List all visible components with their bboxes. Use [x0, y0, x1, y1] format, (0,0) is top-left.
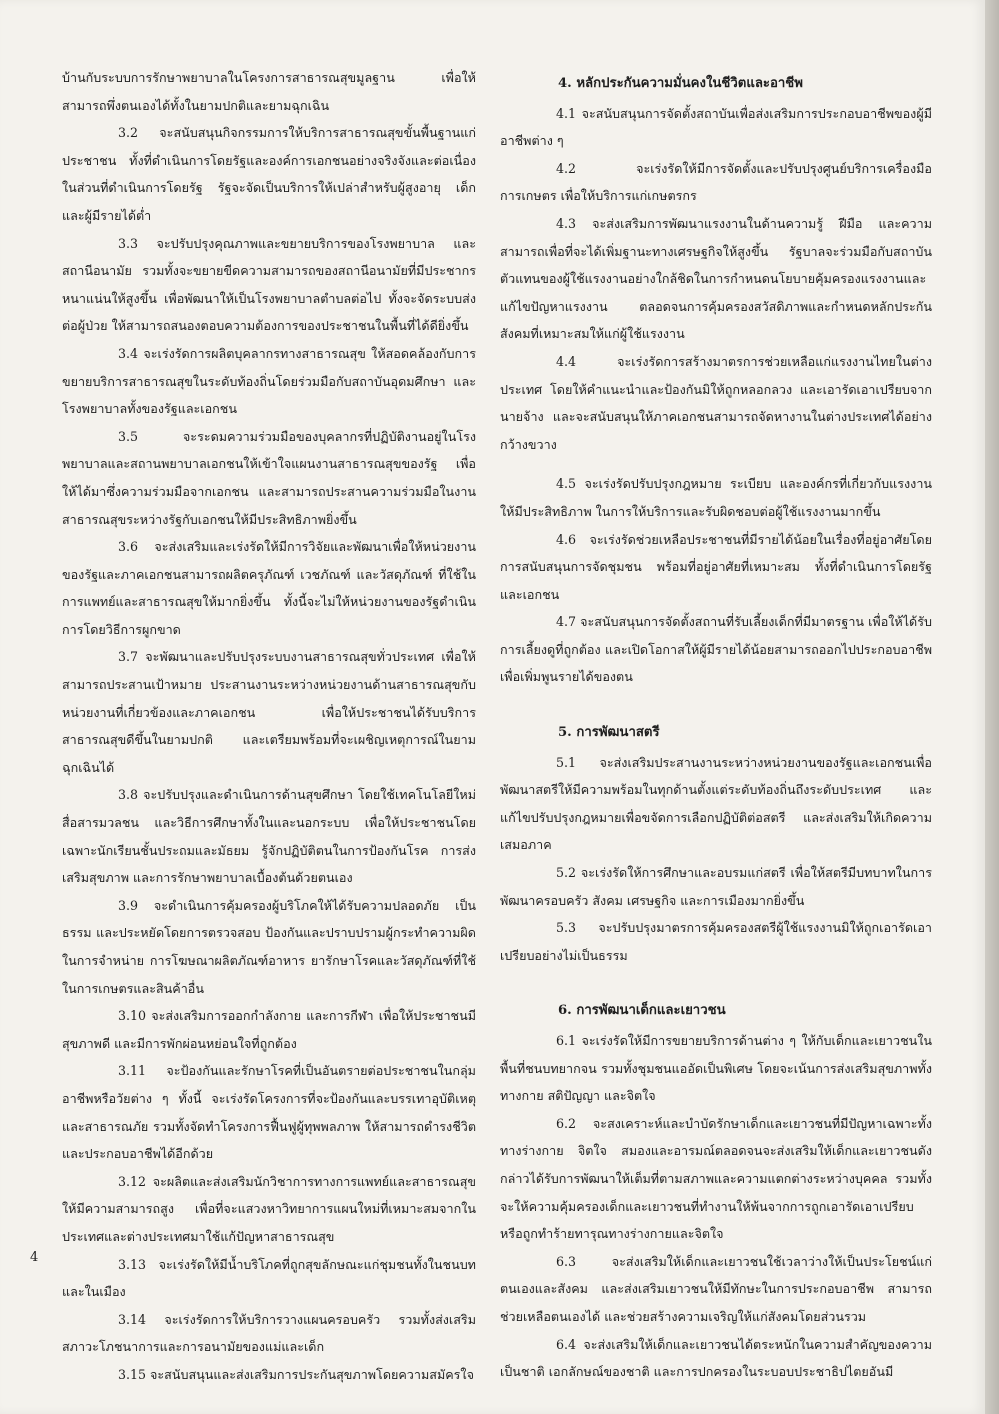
paragraph: 6.4 จะส่งเสริมให้เด็กและเยาวชนได้ตระหนักในความสำคัญของความเป็นชาติ เอกลักษณ์ของชาติ และการปกครองในระบอบประชาธิปไตยอันมี — [500, 1336, 932, 1380]
left-column — [62, 64, 476, 1389]
paragraph: 3.14 จะเร่งรัดการให้บริการวางแผนครอบครัว รวมทั้งส่งเสริมสภาวะโภชนาการและการอนามัยของแม่และเด็ก — [62, 1311, 476, 1355]
paragraph: 5.1 จะส่งเสริมประสานงานระหว่างหน่วยงานของรัฐและเอกชนเพื่อพัฒนาสตรีให้มีความพร้อมในทุกด้านตั้งแต่ระดับท้องถิ่นถึงระดับประเทศ และแก้ไขปรับปรุงกฎหมายเพื่อขจัดการเลือกปฏิบัติต่อสตรี และส่งเสริมให้เกิดความเสมอภาค — [500, 754, 932, 853]
spacer — [500, 458, 932, 470]
paragraph: 4.3 จะส่งเสริมการพัฒนาแรงงานในด้านความรู้ ฝีมือ และความสามารถเพื่อที่จะได้เพิ่มฐานะทางเศรษฐกิจให้สูงขึ้น รัฐบาลจะร่วมมือกับสถาบันตัวแทนของผู้ใช้แรงงานอย่างใกล้ชิดในการกำหนดนโยบายคุ้มครองแรงงานและแก้ไขปัญหาแรงงาน ตลอดจนการคุ้มครองสวัสดิภาพและกำหนดหลักประกันสังคมที่เหมาะสมให้แก่ผู้ใช้แรงงาน — [500, 215, 932, 342]
spacer — [500, 691, 932, 709]
right-column — [500, 64, 932, 1386]
paragraph: 3.7 จะพัฒนาและปรับปรุงระบบงานสาธารณสุขทั่วประเทศ เพื่อให้สามารถประสานเป้าหมาย ประสานงานระหว่างหน่วยงานด้านสาธารณสุขกับหน่วยงานที่เกี่ยวข้องและภาคเอกชน เพื่อให้ประชาชนได้รับบริการสาธารณสุขดีขึ้นในยามปกติ และเตรียมพร้อมที่จะเผชิญเหตุการณ์ในยามฉุกเฉินได้ — [62, 649, 476, 775]
paragraph: 3.10 จะส่งเสริมการออกกำลังกาย และการกีฬา เพื่อให้ประชาชนมีสุขภาพดี และมีการพักผ่อนหย่อนใจที่ถูกต้อง — [62, 1008, 476, 1051]
paragraph: บ้านกับระบบการรักษาพยาบาลในโครงการสาธารณสุขมูลฐาน เพื่อให้สามารถพึ่งตนเองได้ทั้งในยามปกติและยามฉุกเฉิน — [62, 70, 476, 113]
paragraph: 3.11 จะป้องกันและรักษาโรคที่เป็นอันตรายต่อประชาชนในกลุ่มอาชีพหรือวัยต่าง ๆ ทั้งนี้ จะเร่งรัดโครงการที่จะป้องกันและบรรเทาอุบัติเหตุและสาธารณภัย รวมทั้งจัดทำโครงการฟื้นฟูผู้ทุพพลภาพ ให้สามารถดำรงชีวิตและประกอบอาชีพได้อีกด้วย — [62, 1063, 476, 1162]
paragraph: 3.3 จะปรับปรุงคุณภาพและขยายบริการของโรงพยาบาล และสถานีอนามัย รวมทั้งจะขยายขีดความสามารถของสถานีอนามัยที่มีประชากรหนาแน่นให้สูงขึ้น เพื่อพัฒนาให้เป็นโรงพยาบาลตำบลต่อไป ทั้งจะจัดระบบส่งต่อผู้ป่วย ให้สามารถสนองตอบความต้องการของประชาชนในพื้นที่ได้ดียิ่งขึ้น — [62, 235, 476, 334]
spacer — [500, 969, 932, 987]
paragraph: 3.8 จะปรับปรุงและดำเนินการด้านสุขศึกษา โดยใช้เทคโนโลยีใหม่สื่อสารมวลชน และวิธีการศึกษาทั้งในและนอกระบบ เพื่อให้ประชาชนโดยเฉพาะนักเรียนชั้นประถมและมัธยม รู้จักปฏิบัติตนในการป้องกันโรค การส่งเสริมสุขภาพ และการรักษาพยาบาลเบื้องต้นด้วยตนเอง — [62, 787, 476, 886]
paragraph: 4.5 จะเร่งรัดปรับปรุงกฎหมาย ระเบียบ และองค์กรที่เกี่ยวกับแรงงานให้มีประสิทธิภาพ ในการให้บริการและรับผิดชอบต่อผู้ใช้แรงงานมากขึ้น — [500, 476, 932, 519]
paragraph: 4.4 จะเร่งรัดการสร้างมาตรการช่วยเหลือแก่แรงงานไทยในต่างประเทศ โดยให้คำแนะนำและป้องกันมิให้ถูกหลอกลวง และเอารัดเอาเปรียบจากนายจ้าง และจะสนับสนุนให้ภาคเอกชนสามารถจัดหางานในต่างประเทศได้อย่างกว้างขวาง — [500, 353, 932, 452]
paragraph: 3.4 จะเร่งรัดการผลิตบุคลากรทางสาธารณสุข ให้สอดคล้องกับการขยายบริการสาธารณสุขในระดับท้องถิ่นโดยร่วมมือกับสถาบันอุดมศึกษา และโรงพยาบาลทั้งของรัฐและเอกชน — [62, 345, 476, 417]
paragraph: 5.3 จะปรับปรุงมาตรการคุ้มครองสตรีผู้ใช้แรงงานมิให้ถูกเอารัดเอาเปรียบอย่างไม่เป็นธรรม — [500, 920, 932, 963]
paragraph: 6.2 จะสงเคราะห์และบำบัดรักษาเด็กและเยาวชนที่มีปัญหาเฉพาะทั้งทางร่างกาย จิตใจ สมองและอารมณ์ตลอดจนจะส่งเสริมให้เด็กและเยาวชนดังกล่าวได้รับการพัฒนาให้เต็มที่ตามสภาพและความแตกต่างระหว่างบุคคล รวมทั้งจะให้ความคุ้มครองเด็กและเยาวชนที่ทำงานให้พ้นจากการถูกเอารัดเอาเปรียบ หรือถูกทำร้ายทารุณทางร่างกายและจิตใจ — [500, 1115, 932, 1242]
page-edge-shadow — [985, 0, 999, 1414]
paragraph: 3.13 จะเร่งรัดให้มีน้ำบริโภคที่ถูกสุขลักษณะแก่ชุมชนทั้งในชนบทและในเมือง — [62, 1256, 476, 1300]
paragraph: 6.1 จะเร่งรัดให้มีการขยายบริการด้านต่าง ๆ ให้กับเด็กและเยาวชนในพื้นที่ชนบทยากจน รวมทั้งชุมชนแออัดเป็นพิเศษ โดยจะเน้นการส่งเสริมสุขภาพทั้งทางกาย สติปัญญา และจิตใจ — [500, 1033, 932, 1104]
paragraph: 4.6 จะเร่งรัดช่วยเหลือประชาชนที่มีรายได้น้อยในเรื่องที่อยู่อาศัยโดยการสนับสนุนการจัดชุมชน พร้อมที่อยู่อาศัยที่เหมาะสม ทั้งที่ดำเนินการโดยรัฐและเอกชน — [500, 531, 932, 602]
paragraph: 3.9 จะดำเนินการคุ้มครองผู้บริโภคให้ได้รับความปลอดภัย เป็นธรรม และประหยัดโดยการตรวจสอบ ป้องกันและปราบปรามผู้กระทำความผิดในการจำหน่าย การโฆษณาผลิตภัณฑ์อาหาร ยารักษาโรคและวัสดุภัณฑ์ที่ใช้ในการเกษตรและสินค้าอื่น — [62, 897, 476, 996]
paragraph: 3.2 จะสนับสนุนกิจกรรมการให้บริการสาธารณสุขขั้นพื้นฐานแก่ประชาชน ทั้งที่ดำเนินการโดยรัฐและองค์การเอกชนอย่างจริงจังและต่อเนื่องในส่วนที่ดำเนินการโดยรัฐ รัฐจะจัดเป็นบริการให้เปล่าสำหรับผู้สูงอายุ เด็ก และผู้มีรายได้ต่ำ — [62, 125, 476, 223]
paragraph: 3.12 จะผลิตและส่งเสริมนักวิชาการทางการแพทย์และสาธารณสุขให้มีความสามารถสูง เพื่อที่จะแสวงหาวิทยาการแผนใหม่ที่เหมาะสมจากในประเทศและต่างประเทศมาใช้แก้ปัญหาสาธารณสุข — [62, 1173, 476, 1244]
paragraph: 5.2 จะเร่งรัดให้การศึกษาและอบรมแก่สตรี เพื่อให้สตรีมีบทบาทในการพัฒนาครอบครัว สังคม เศรษฐกิจ และการเมืองมากยิ่งขึ้น — [500, 865, 932, 908]
paragraph: 3.15 จะสนับสนุนและส่งเสริมการประกันสุขภาพโดยความสมัครใจ — [118, 1366, 474, 1382]
paragraph: 3.5 จะระดมความร่วมมือของบุคลากรที่ปฏิบัติงานอยู่ในโรงพยาบาลและสถานพยาบาลเอกชนให้เข้าใจแผนงานสาธารณสุขของรัฐ เพื่อให้ได้มาซึ่งความร่วมมือจากเอกชน และสามารถประสานความร่วมมือในงานสาธารณสุขระหว่างรัฐกับเอกชนให้มีประสิทธิภาพยิ่งขึ้น — [62, 428, 476, 527]
section-heading: 6. การพัฒนาเด็กและเยาวชน — [558, 1003, 726, 1019]
paragraph: 4.7 จะสนับสนุนการจัดตั้งสถานที่รับเลี้ยงเด็กที่มีมาตรฐาน เพื่อให้ได้รับการเลี้ยงดูที่ถูกต้อง และเปิดโอกาสให้ผู้มีรายได้น้อยสามารถออกไปประกอบอาชีพเพื่อเพิ่มพูนรายได้ของตน — [500, 614, 932, 685]
section-heading: 5. การพัฒนาสตรี — [558, 725, 660, 741]
page-number: 4 — [30, 1250, 39, 1265]
paragraph: 4.1 จะสนับสนุนการจัดตั้งสถาบันเพื่อส่งเสริมการประกอบอาชีพของผู้มีอาชีพต่าง ๆ — [500, 105, 932, 149]
section-heading: 4. หลักประกันความมั่นคงในชีวิตและอาชีพ — [558, 76, 803, 91]
paragraph: 3.6 จะส่งเสริมและเร่งรัดให้มีการวิจัยและพัฒนาเพื่อให้หน่วยงานของรัฐและภาคเอกชนสามารถผลิตครุภัณฑ์ เวชภัณฑ์ และวัสดุภัณฑ์ ที่ใช้ในการแพทย์และสาธารณสุขให้มากยิ่งขึ้น ทั้งนี้จะไม่ให้หน่วยงานของรัฐดำเนินการโดยวิธีการผูกขาด — [62, 539, 476, 637]
paragraph: 4.2 จะเร่งรัดให้มีการจัดตั้งและปรับปรุงศูนย์บริการเครื่องมือการเกษตร เพื่อให้บริการแก่เกษตรกร — [500, 160, 932, 204]
paragraph: 6.3 จะส่งเสริมให้เด็กและเยาวชนใช้เวลาว่างให้เป็นประโยชน์แก่ตนเองและสังคม และส่งเสริมเยาวชนให้มีทักษะในการประกอบอาชีพ สามารถช่วยเหลือตนเองได้ และช่วยสร้างความเจริญให้แก่สังคมโดยส่วนรวม — [500, 1253, 932, 1324]
